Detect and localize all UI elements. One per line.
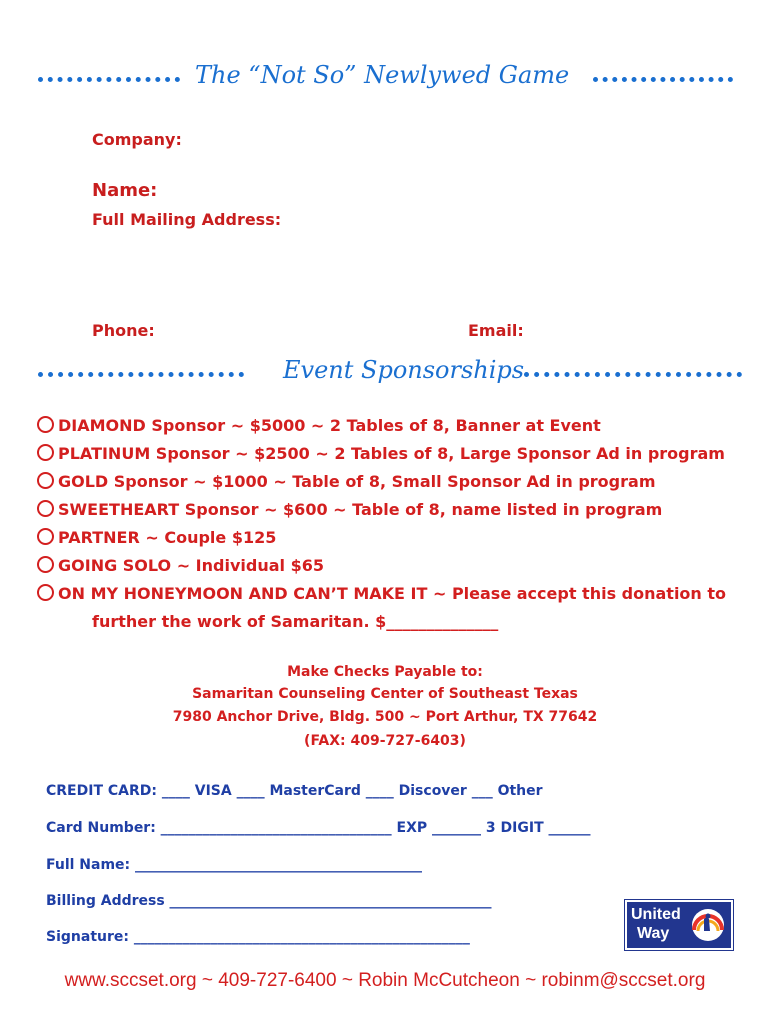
sponsor-option-platinum[interactable] <box>37 444 725 463</box>
option-label: GOLD Sponsor ~ $1000 ~ Table of 8, Small Sponsor Ad in program <box>58 472 656 491</box>
company-label[interactable]: Company: <box>92 130 182 149</box>
name-label[interactable]: Name: <box>92 180 158 201</box>
logo-text: United Way <box>631 906 681 942</box>
dotted-rule-left <box>38 372 244 377</box>
checks-heading: Make Checks Payable to: <box>287 664 483 680</box>
dotted-rule-left <box>38 77 180 82</box>
dotted-rule-right <box>524 372 742 377</box>
radio-circle-icon[interactable] <box>37 528 54 545</box>
address-label[interactable]: Full Mailing Address: <box>92 210 282 229</box>
sponsor-option-gold[interactable] <box>37 472 655 491</box>
sponsor-option-going-solo[interactable] <box>37 556 324 575</box>
sponsor-option-diamond[interactable] <box>37 416 601 435</box>
signature-field[interactable]: Signature: ________________________________________________ <box>46 929 470 945</box>
radio-circle-icon[interactable] <box>37 416 54 433</box>
option-label: SWEETHEART Sponsor ~ $600 ~ Table of 8, name listed in program <box>58 500 663 519</box>
card-number-field[interactable]: Card Number: _________________________________ EXP _______ 3 DIGIT ______ <box>46 820 591 836</box>
checks-fax: (FAX: 409-727-6403) <box>304 733 466 749</box>
option-label: PLATINUM Sponsor ~ $2500 ~ 2 Tables of 8, Large Sponsor Ad in program <box>58 444 725 463</box>
united-way-logo <box>625 900 733 950</box>
option-label: PARTNER ~ Couple $125 <box>58 528 277 547</box>
radio-circle-icon[interactable] <box>37 584 54 601</box>
page-title: The “Not So” Newlywed Game <box>195 61 570 89</box>
dotted-rule-right <box>593 77 733 82</box>
rainbow-hand-icon <box>691 906 725 944</box>
radio-circle-icon[interactable] <box>37 556 54 573</box>
checks-address: 7980 Anchor Drive, Bldg. 500 ~ Port Arthur, TX 77642 <box>172 709 598 725</box>
radio-circle-icon[interactable] <box>37 444 54 461</box>
checks-payee: Samaritan Counseling Center of Southeast Texas <box>192 686 578 702</box>
donation-line[interactable]: further the work of Samaritan. $______________ <box>92 612 499 631</box>
sponsor-option-honeymoon[interactable] <box>37 584 726 603</box>
sponsor-option-sweetheart[interactable] <box>37 500 662 519</box>
email-label[interactable]: Email: <box>468 321 524 340</box>
full-name-field[interactable]: Full Name: _________________________________________ <box>46 857 423 873</box>
sponsorship-banner <box>0 350 770 390</box>
credit-card-type-field[interactable]: CREDIT CARD: ____ VISA ____ MasterCard ____ Discover ___ Other <box>46 783 543 799</box>
option-label: DIAMOND Sponsor ~ $5000 ~ 2 Tables of 8, Banner at Event <box>58 416 601 435</box>
option-label: ON MY HONEYMOON AND CAN’T MAKE IT ~ Please accept this donation to <box>58 584 727 603</box>
phone-label[interactable]: Phone: <box>92 321 155 340</box>
radio-circle-icon[interactable] <box>37 472 54 489</box>
title-banner <box>0 55 770 95</box>
sponsor-option-partner[interactable] <box>37 528 276 547</box>
option-label: GOING SOLO ~ Individual $65 <box>58 556 324 575</box>
billing-address-field[interactable]: Billing Address ______________________________________________ <box>46 893 492 909</box>
footer-contact: www.sccset.org ~ 409-727-6400 ~ Robin McCutcheon ~ robinm@sccset.org <box>64 970 706 991</box>
section-title: Event Sponsorships <box>283 356 525 384</box>
radio-circle-icon[interactable] <box>37 500 54 517</box>
